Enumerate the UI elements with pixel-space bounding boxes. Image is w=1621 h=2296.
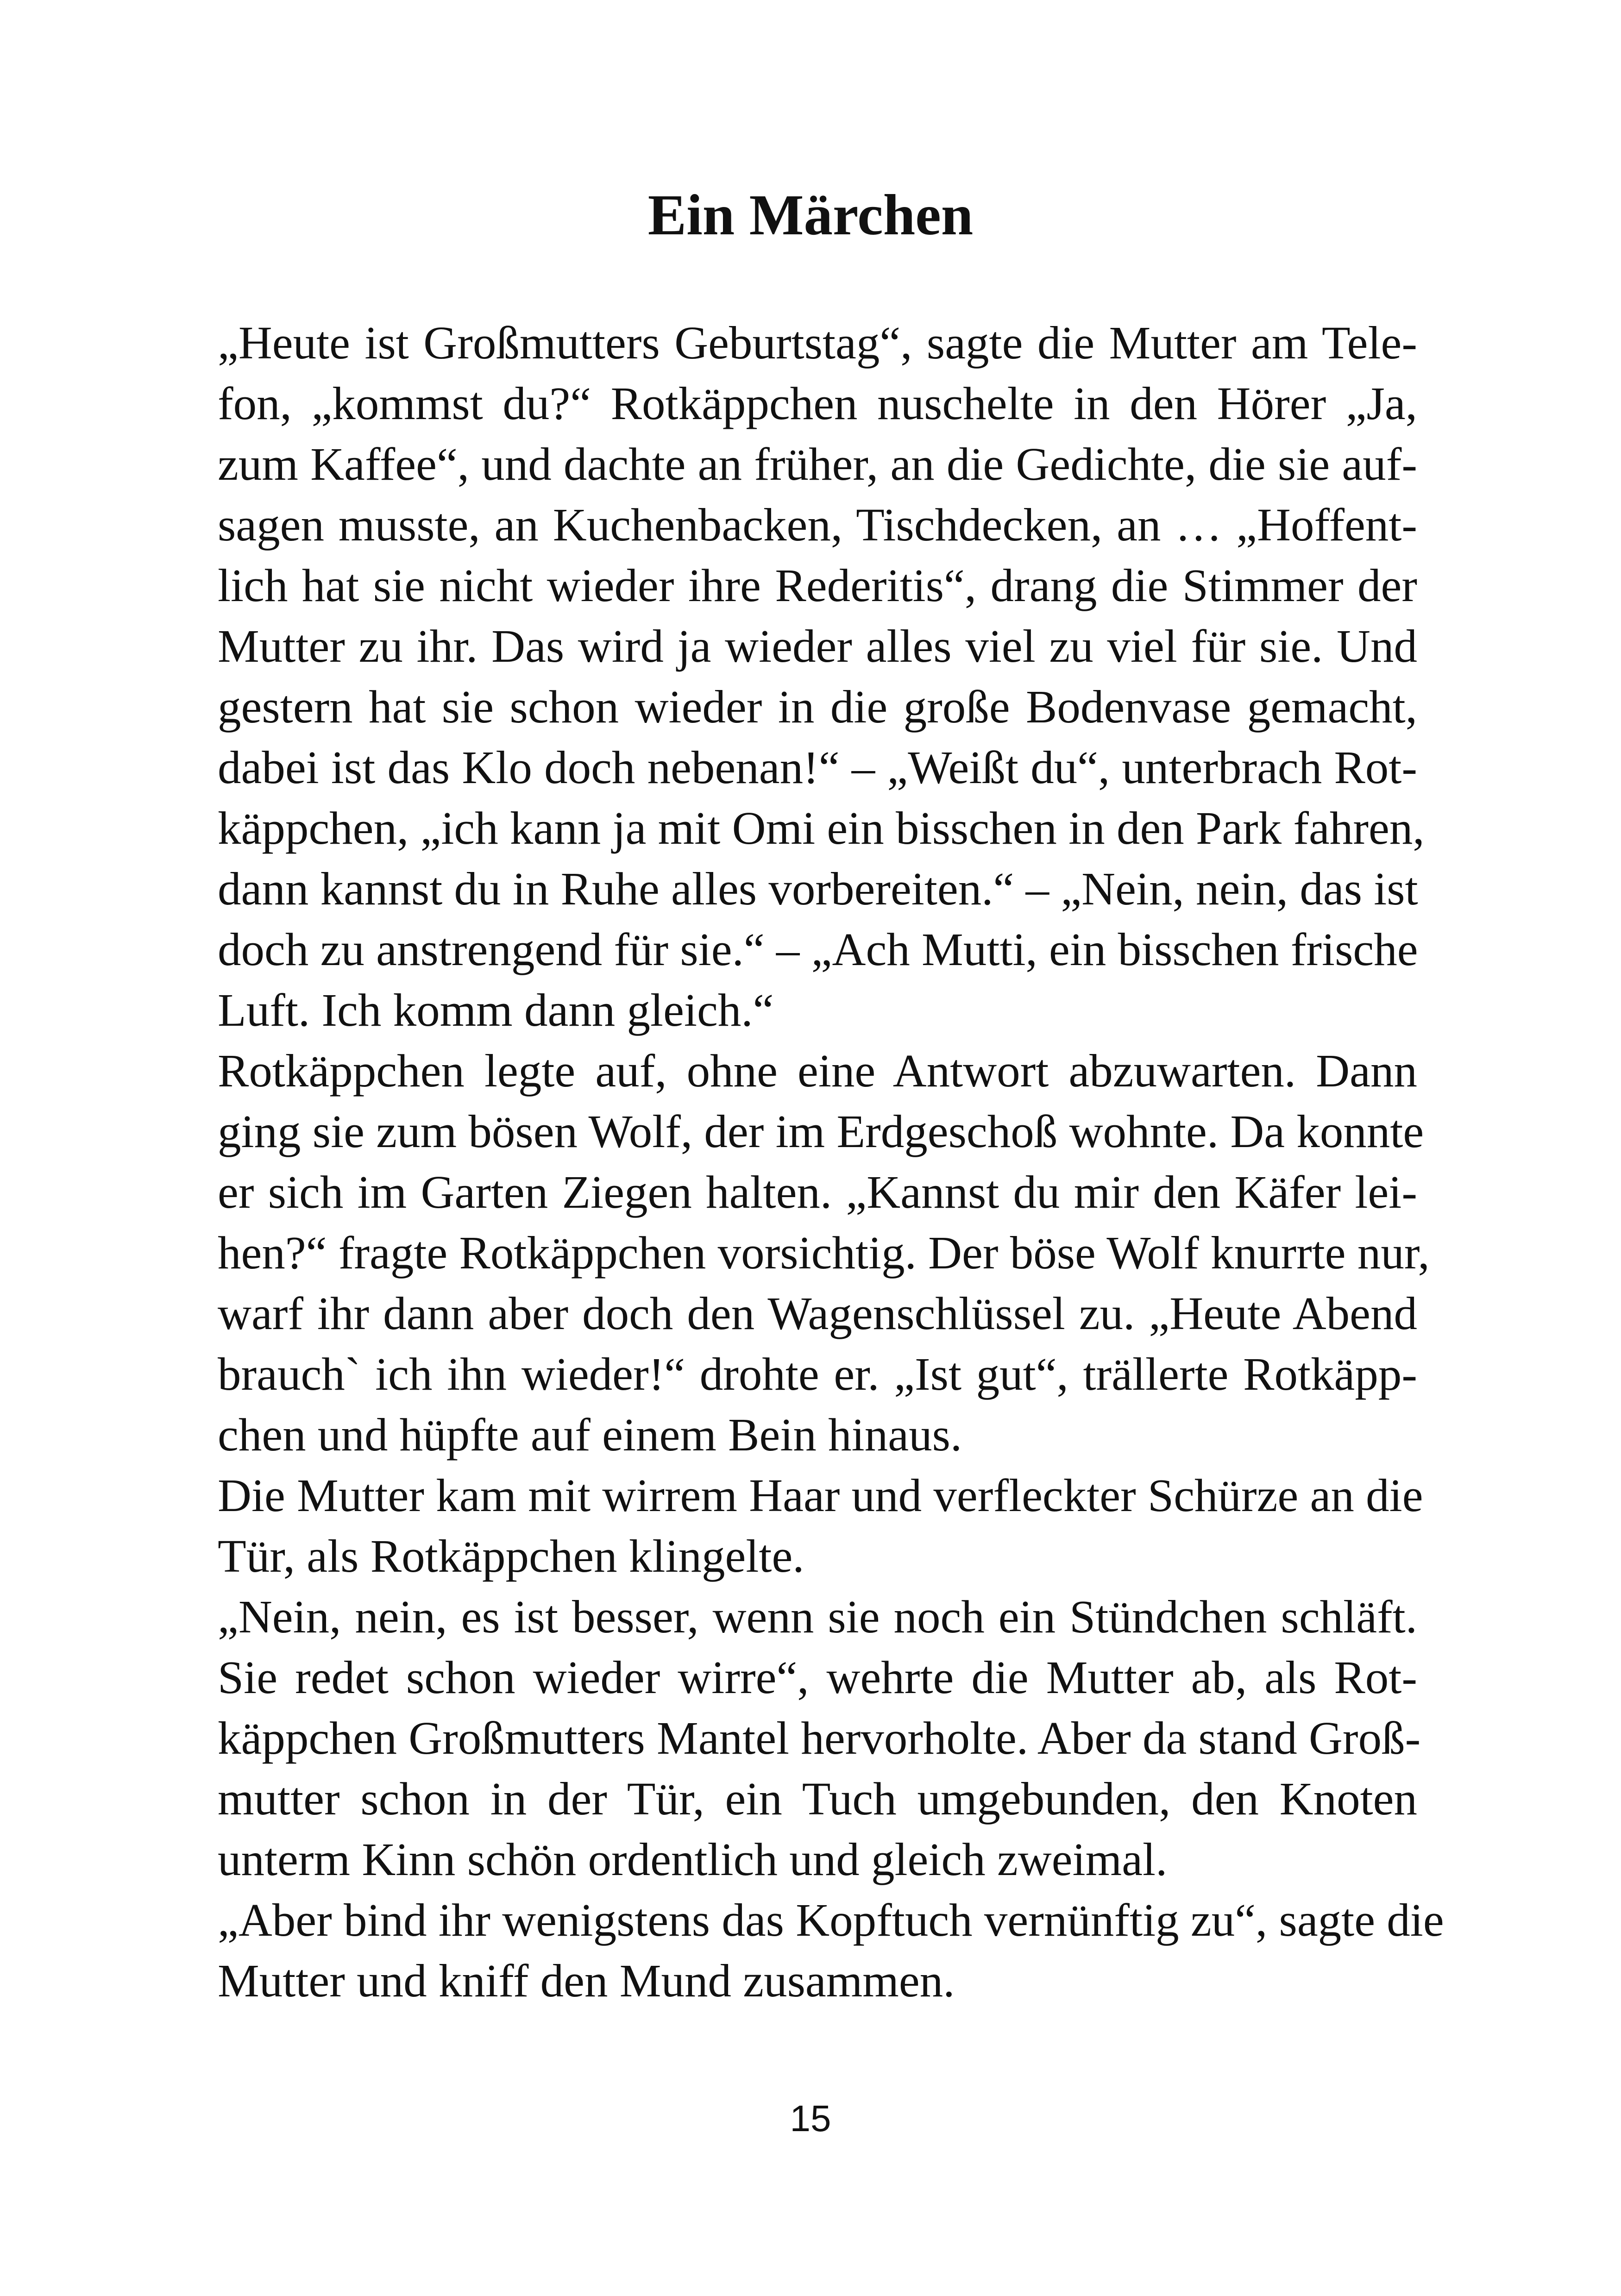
text-line: dabei ist das Klo doch nebenan!“ – „Weißt du“, unterbrach Rot- bbox=[218, 741, 1417, 793]
text-line: hen?“ fragte Rotkäppchen vorsichtig. Der böse Wolf knurrte nur, bbox=[218, 1227, 1430, 1279]
text-line: brauch` ich ihn wieder!“ drohte er. „Ist gut“, trällerte Rotkäpp- bbox=[218, 1348, 1417, 1400]
text-line: fon, „kommst du?“ Rotkäppchen nuschelte in den Hörer „Ja, bbox=[218, 377, 1417, 429]
text-line: er sich im Garten Ziegen halten. „Kannst du mir den Käfer lei- bbox=[218, 1166, 1417, 1218]
chapter-title: Ein Märchen bbox=[647, 183, 974, 247]
text-line: käppchen, „ich kann ja mit Omi ein bisschen in den Park fahren, bbox=[218, 802, 1425, 854]
text-line: käppchen Großmutters Mantel hervorholte. Aber da stand Groß- bbox=[218, 1712, 1421, 1764]
text-line: Sie redet schon wieder wirre“, wehrte die Mutter ab, als Rot- bbox=[218, 1651, 1417, 1703]
text-line: „Heute ist Großmutters Geburtstag“, sagte die Mutter am Tele- bbox=[218, 317, 1417, 369]
page-number: 15 bbox=[790, 2098, 831, 2139]
text-line: chen und hüpfte auf einem Bein hinaus. bbox=[218, 1409, 962, 1461]
text-line: doch zu anstrengend für sie.“ – „Ach Mutti, ein bisschen frische bbox=[218, 923, 1418, 975]
text-line: „Nein, nein, es ist besser, wenn sie noch ein Stündchen schläft. bbox=[218, 1591, 1417, 1643]
text-line: Mutter zu ihr. Das wird ja wieder alles viel zu viel für sie. Und bbox=[218, 620, 1417, 672]
text-line: mutter schon in der Tür, ein Tuch umgebunden, den Knoten bbox=[218, 1773, 1417, 1825]
text-line: Die Mutter kam mit wirrem Haar und verfleckter Schürze an die bbox=[218, 1469, 1423, 1521]
text-line: lich hat sie nicht wieder ihre Rederitis“, drang die Stimmer der bbox=[218, 559, 1417, 611]
text-line: zum Kaffee“, und dachte an früher, an die Gedichte, die sie auf- bbox=[218, 438, 1417, 490]
text-line: Rotkäppchen legte auf, ohne eine Antwort abzuwarten. Dann bbox=[218, 1045, 1417, 1097]
text-line: Tür, als Rotkäppchen klingelte. bbox=[218, 1530, 804, 1582]
story-text bbox=[218, 313, 1444, 2011]
text-line: „Aber bind ihr wenigstens das Kopftuch vernünftig zu“, sagte die bbox=[218, 1894, 1444, 1946]
text-line: unterm Kinn schön ordentlich und gleich zweimal. bbox=[218, 1833, 1168, 1885]
text-line: sagen musste, an Kuchenbacken, Tischdecken, an … „Hoffent- bbox=[218, 499, 1417, 551]
text-line: dann kannst du in Ruhe alles vorbereiten.“ – „Nein, nein, das ist bbox=[218, 863, 1418, 915]
text-line: Mutter und kniff den Mund zusammen. bbox=[218, 1955, 955, 2007]
text-line: ging sie zum bösen Wolf, der im Erdgeschoß wohnte. Da konnte bbox=[218, 1105, 1424, 1157]
text-line: warf ihr dann aber doch den Wagenschlüssel zu. „Heute Abend bbox=[218, 1287, 1417, 1339]
text-line: Luft. Ich komm dann gleich.“ bbox=[218, 984, 774, 1036]
text-line: gestern hat sie schon wieder in die große Bodenvase gemacht, bbox=[218, 681, 1417, 733]
